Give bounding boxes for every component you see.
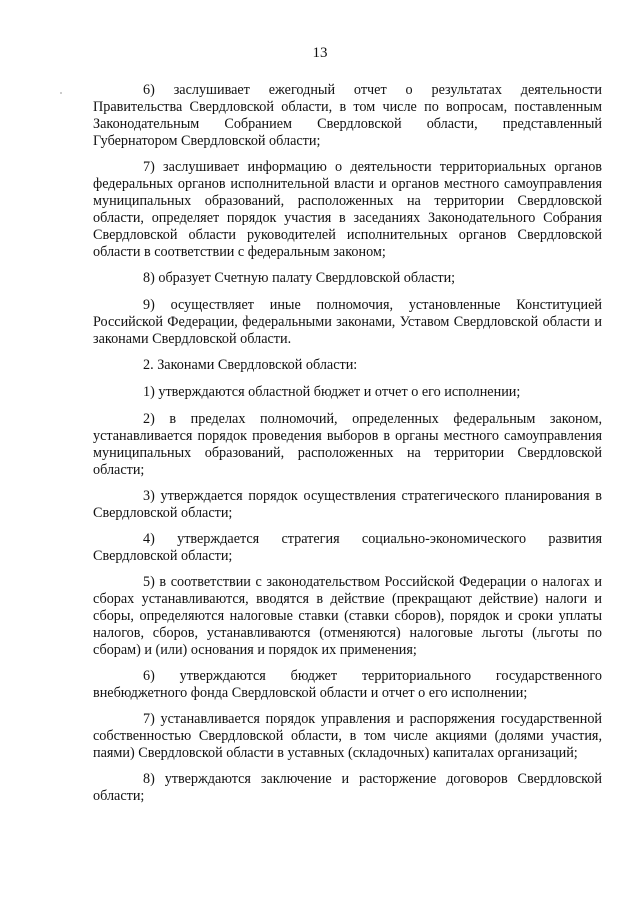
paragraph-7: 7) заслушивает информацию о деятельности территориальных органов федеральных органов исполнительной власти и органов местного самоуправления муниципальных образований, расположенных на территории Свердловской области, определяет порядок участия в заседаниях Законодательного Собрания Свердловской области руководителей исполнительных органов Свердловской области в соответствии с федеральным законом; [93,159,602,260]
clause-4: 4) утверждается стратегия социально-экономического развития Свердловской области; [93,531,602,564]
clause-7: 7) устанавливается порядок управления и распоряжения государственной собственностью Свердловской области, в том числе акциями (долями участия, паями) Свердловской области в уставных (складочных) капиталах организаций; [93,711,602,761]
page-number: 13 [312,45,328,61]
document-body [93,82,602,814]
paragraph-9: 9) осуществляет иные полномочия, установленные Конституцией Российской Федерации, федеральными законами, Уставом Свердловской области и законами Свердловской области. [93,297,602,347]
paragraph-8: 8) образует Счетную палату Свердловской области; [143,270,456,286]
scan-speck [60,92,62,94]
clause-5: 5) в соответствии с законодательством Российской Федерации о налогах и сборах устанавливаются, вводятся в действие (прекращают действие) налоги и сборы, определяются налоговые ставки (ставки сборов), порядок и сроки уплаты налогов, сборов, устанавливаются (отменяются) налоговые льготы (льготы по сборам) и (или) основания и порядок их применения; [93,574,602,658]
paragraph-6: 6) заслушивает ежегодный отчет о результатах деятельности Правительства Свердловской области, в том числе по вопросам, поставленным Законодательным Собранием Свердловской области, представленный Губернатором Свердловской области; [93,82,602,149]
clause-3: 3) утверждается порядок осуществления стратегического планирования в Свердловской области; [93,488,602,521]
clause-1: 1) утверждаются областной бюджет и отчет о его исполнении; [143,384,521,400]
clause-8: 8) утверждаются заключение и расторжение договоров Свердловской области; [93,771,602,804]
clause-6: 6) утверждаются бюджет территориального государственного внебюджетного фонда Свердловской области и отчет о его исполнении; [93,668,602,701]
clause-2: 2) в пределах полномочий, определенных федеральным законом, устанавливается порядок проведения выборов в органы местного самоуправления муниципальных образований, расположенных на территории Свердловской области; [93,411,602,478]
section-2-heading: 2. Законами Свердловской области: [143,357,358,373]
